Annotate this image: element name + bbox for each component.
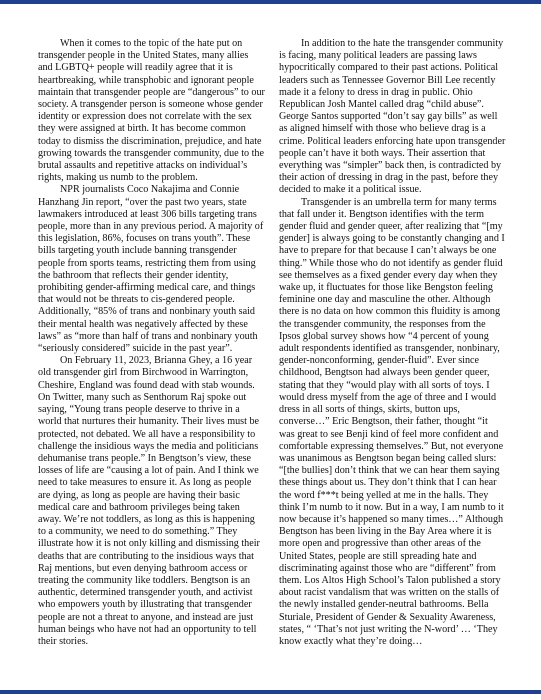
left-column	[38, 38, 265, 682]
paragraph: In addition to the hate the transgender community is facing, many political leaders are passing laws hypocritically compared to their past actions. Political leaders such as Tennessee Governor Bill Lee recently made it a felony to dress in drag in public. Ohio Republican Josh Mantel called drag “child abuse”. George Santos supported “don’t say gay bills” as well as aligned himself with those who believe drag is a crime. Political leaders enforcing hate upon transgender people can’t have it both ways. Their assertion that everything was “simpler” back then, is contradicted by their action of dressing in drag in the past, before they decided to make it a political issue.	[279, 38, 506, 196]
paragraph: When it comes to the topic of the hate put on transgender people in the United States, many allies and LGBTQ+ people will readily agree that it is heartbreaking, while transphobic and ignorant people maintain that transgender people are “dangerous” to our society. A transgender person is someone whose gender identity or expression does not correlate with the sex they were assigned at birth. It has become common today to dismiss the discrimination, prejudice, and hate growing towards the transgender community, due to the brutal assaults and repetitive attacks on individual’s rights, making us numb to the problem.	[38, 38, 265, 184]
right-column	[279, 38, 506, 682]
article-body	[38, 38, 506, 682]
paragraph: Transgender is an umbrella term for many terms that fall under it. Bengtson identifies with the term gender fluid and gender queer, after realizing that “[my gender] is always going to be constantly changing and I have to prepare for that because I can’t always be one thing.” While those who do not identify as gender fluid see themselves as a fixed gender every day when they wake up, it fluctuates for those like Bengston feeling feminine one day and masculine the other. Although there is no data on how common this fluidity is among the transgender community, the responses from the Ipsos global survey shows how “4 percent of young adult respondents identified as transgender, nonbinary, gender-nonconforming, gender-fluid”. Ever since childhood, Bengtson had always been gender queer, stating that they “would play with all sorts of toys. I would dress myself from the age of three and I would dress in all sorts of things, skirts, button ups, converse…” Eric Bengtson, their father, thought “it was great to see Benji kind of feel more confident and comfortable expressing themselves.” But, not everyone was unanimous as Bengtson began being called slurs: “[the bullies] don’t think that we can hear them saying these things about us. They don’t think that I can hear the word f***t being yelled at me in the halls. They think I’m numb to it now. But in a way, I am numb to it now because it’s happened so many times…” Although Bengtson has been living in the Bay Area where it is more open and progressive than other areas of the United States, people are still spreading hate and discriminating against those who are “different” from them. Los Altos High School’s Talon published a story about racist vandalism that was written on the stalls of the newly installed gender-neutral bathrooms. Bella Sturiale, President of Gender & Sexuality Awareness, states, “ ‘That’s not just writing the N-word’ … ‘They know exactly what they’re doing…	[279, 196, 505, 647]
paragraph: On February 11, 2023, Brianna Ghey, a 16 year old transgender girl from Birchwood in Warrington, Cheshire, England was found dead with stab wounds. On Twitter, many such as Senthorum Raj spoke out saying, “Young trans people deserve to thrive in a world that nurtures their humanity. Their lives must be protected, not debated. We all have a responsibility to challenge the insidious ways the media and politicians dehumanise trans people.” In Bengtson’s view, these losses of life are “causing a lot of pain. And I think we need to take measures to ensure it. As long as people are dying, as long as people are having their basic medical care and bathroom privileges being taken away. We’re not toddlers, as long as this is happening to a community, we need to do something.” They illustrate how it is not only killing and dismissing their deaths that are contributing to the insidious ways that Raj mentions, but even denying bathroom access or treating the community like toddlers. Bengtson is an authentic, determined transgender youth, and activist who empowers youth by illustrating that transgender people are not a threat to anyone, and instead are just human beings who have not had an opportunity to tell their stories.	[38, 355, 260, 647]
paragraph: NPR journalists Coco Nakajima and Connie Hanzhang Jin report, “over the past two years, state lawmakers introduced at least 306 bills targeting trans people, more than in any previous period. A majority of this legislation, 86%, focuses on trans youth”. These bills targeting youth include banning transgender people from sports teams, restricting them from using the bathroom that reflects their gender identity, prohibiting gender-affirming medical care, and things that would not be threats to cis-gendered people. Additionally, “85% of trans and nonbinary youth said their mental health was negatively affected by these laws” as “more than half of trans and nonbinary youth “seriously considered” suicide in the past year”.	[38, 184, 264, 355]
bottom-accent-rule	[0, 690, 541, 694]
top-accent-rule	[0, 0, 541, 4]
